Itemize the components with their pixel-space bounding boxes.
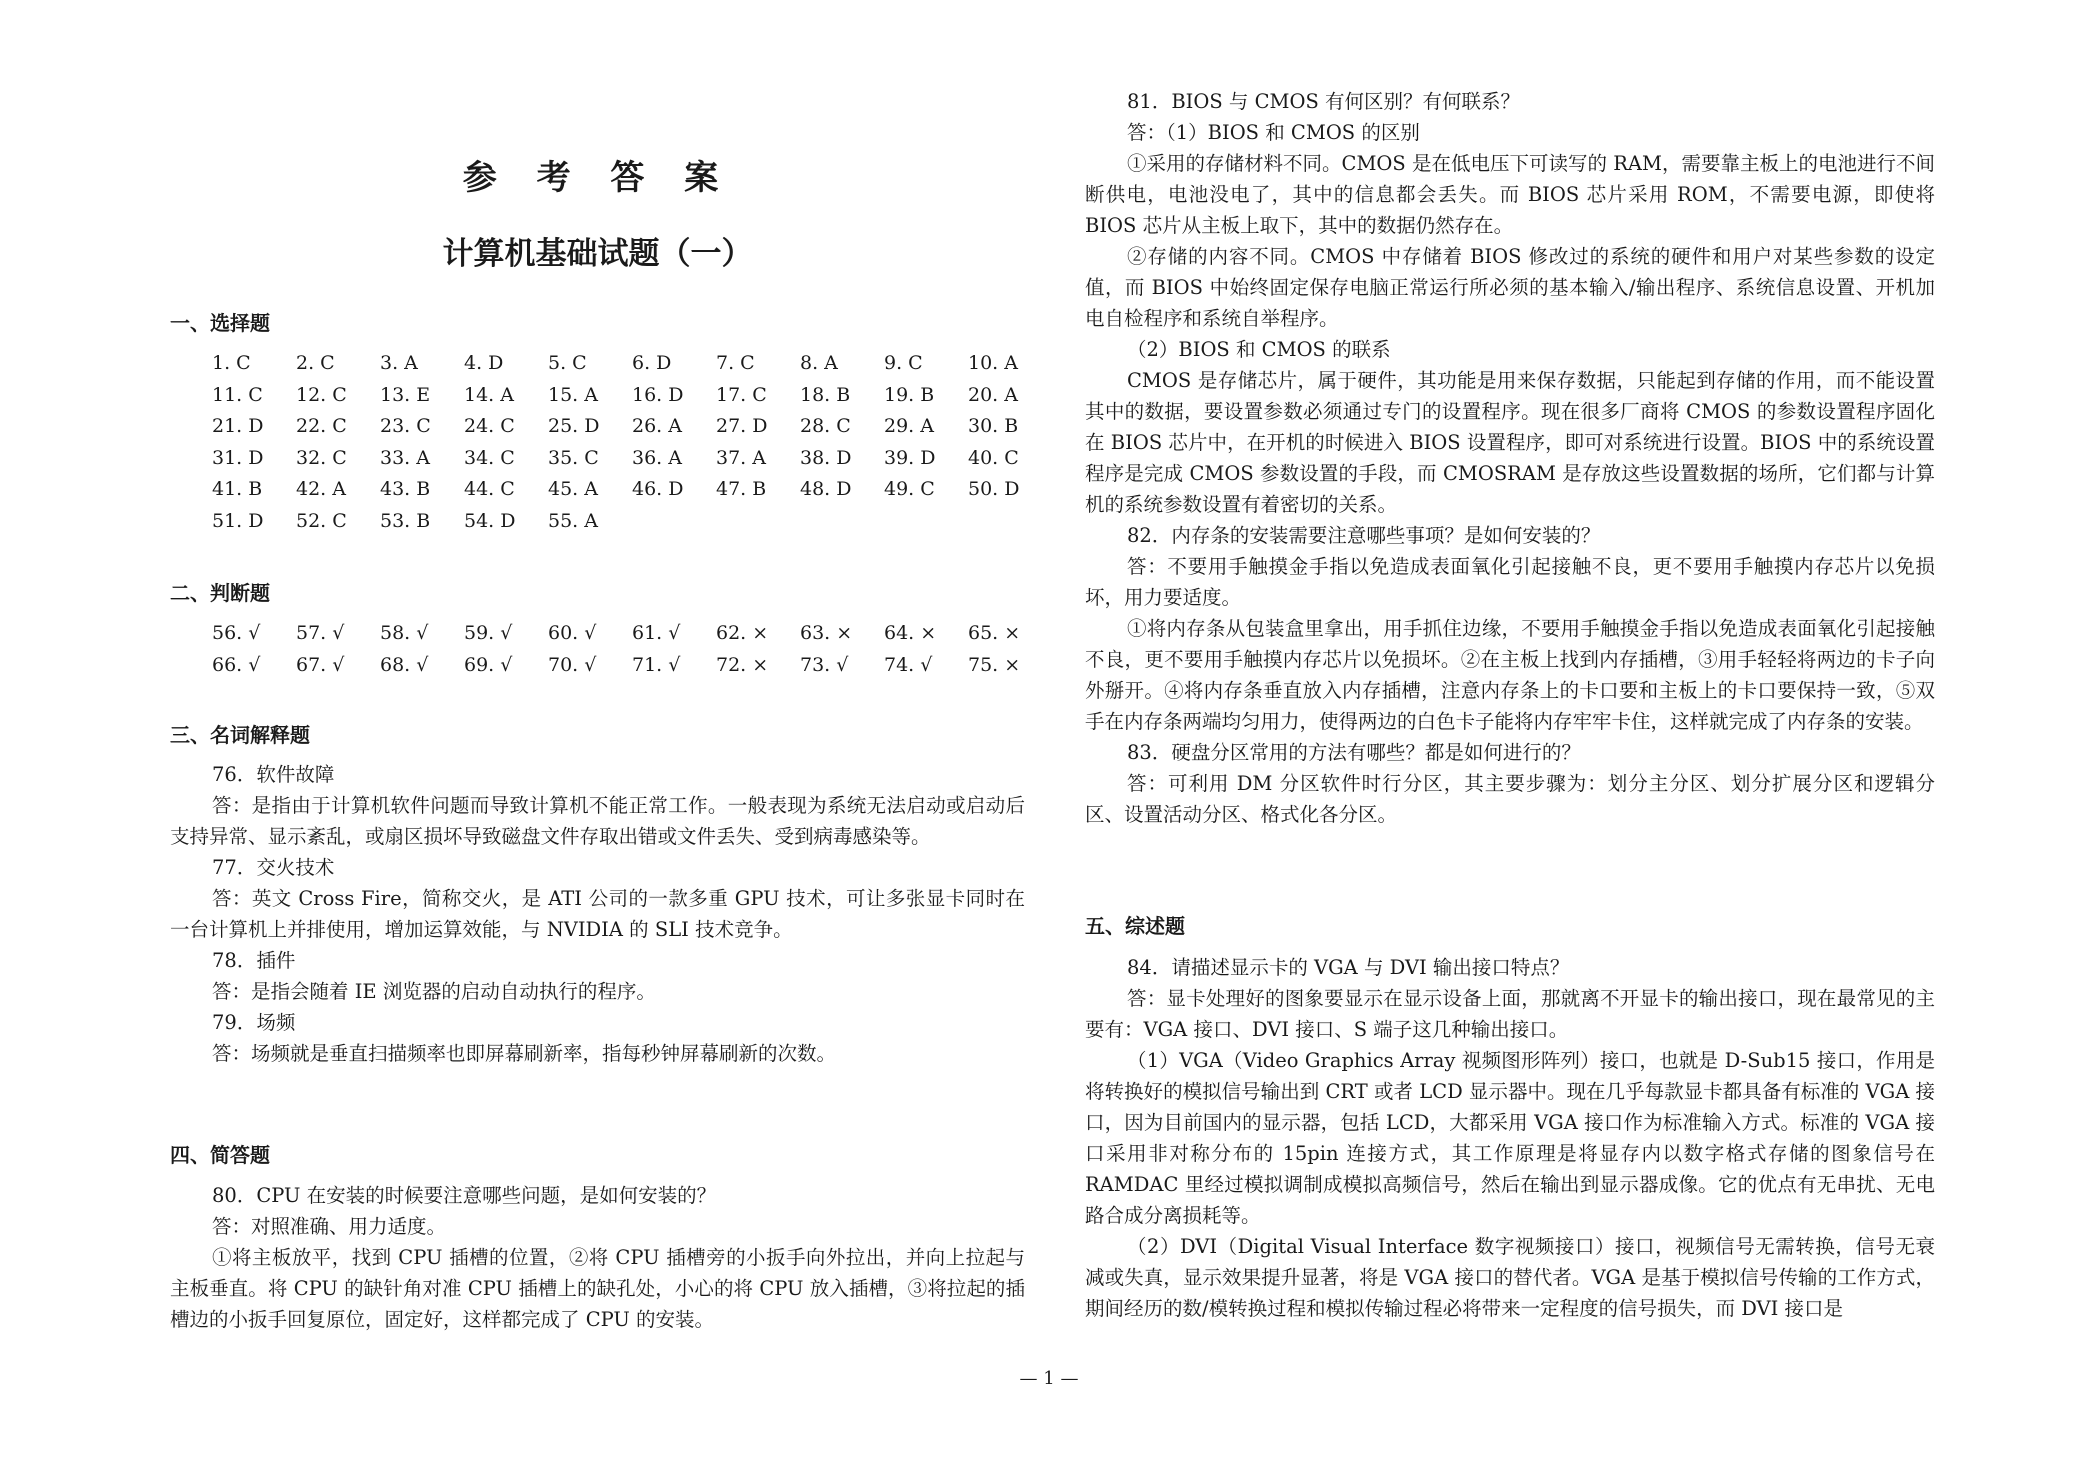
answer-cell: 57. √ (296, 622, 345, 644)
paragraph: 答：是指会随着 IE 浏览器的启动自动执行的程序。 (212, 980, 656, 1003)
answer-cell: 14. A (464, 383, 514, 406)
answer-cell: 5. C (548, 352, 587, 374)
answer-row (212, 384, 1052, 416)
paragraph: （2）BIOS 和 CMOS 的联系 (1127, 338, 1391, 361)
answer-cell: 61. √ (632, 622, 681, 644)
answer-cell: 18. B (800, 383, 851, 406)
answer-cell: 19. B (884, 383, 935, 406)
section-title-choice: 一、选择题 (170, 311, 270, 335)
answer-cell: 24. C (464, 415, 515, 437)
paragraph: 答：场频就是垂直扫描频率也即屏幕刷新率，指每秒钟屏幕刷新的次数。 (212, 1042, 837, 1065)
answer-row (212, 654, 1052, 686)
paragraph: ①采用的存储材料不同。CMOS 是在低电压下可读写的 RAM，需要靠主板上的电池进行不间断供电，电池没电了，其中的信息都会丢失。而 BIOS 芯片采用 ROM，不需要电源，即使将 BIOS 芯片从主板上取下，其中的数据仍然存在。 (1085, 152, 1935, 237)
answer-cell: 64. × (884, 622, 937, 644)
paragraph: 79．场频 (212, 1011, 296, 1034)
answer-cell: 60. √ (548, 622, 597, 644)
section-title-terms: 三、名词解释题 (170, 723, 310, 747)
section-title-essay: 五、综述题 (1085, 914, 1185, 938)
answer-cell: 39. D (884, 446, 936, 469)
paragraph: 78．插件 (212, 949, 296, 972)
terms-block (170, 759, 1025, 1069)
answer-cell: 48. D (800, 478, 852, 500)
short-answer-block (170, 1180, 1025, 1335)
paragraph: （1）VGA（Video Graphics Array 视频图形阵列）接口，也就是 D-Sub15 接口，作用是将转换好的模拟信号输出到 CRT 或者 LCD 显示器中。现在几乎每款显卡都具备有标准的 VGA 接口，因为目前国内的显示器，包括 LCD，大都采用 VGA 接口作为标准输入方式。标准的 VGA 接口采用非对称分布的 15pin 连接方式，其工作原理是将显存内以数字格式存储的图象信号在 RAMDAC 里经过模拟调制成模拟高频信号，然后在输出到显示器成像。它的优点有无串扰、无电路合成分离损耗等。 (1085, 1049, 1935, 1227)
answer-cell: 74. √ (884, 653, 933, 676)
answer-cell: 1. C (212, 352, 251, 374)
answer-cell: 38. D (800, 446, 852, 469)
answer-cell: 23. C (380, 415, 431, 437)
answer-cell: 66. √ (212, 653, 261, 676)
answer-cell: 47. B (716, 478, 767, 500)
answer-cell: 70. √ (548, 653, 597, 676)
paragraph: 80．CPU 在安装的时候要注意哪些问题，是如何安装的？ (212, 1184, 717, 1207)
answer-row (212, 622, 1052, 654)
paragraph: 84．请描述显示卡的 VGA 与 DVI 输出接口特点？ (1127, 956, 1570, 979)
answer-cell: 33. A (380, 446, 430, 469)
answer-cell: 43. B (380, 478, 431, 500)
answer-row (212, 510, 1052, 542)
answer-cell: 32. C (296, 446, 347, 469)
sub-title: 计算机基础试题（一） (442, 236, 753, 272)
answer-cell: 67. √ (296, 653, 345, 676)
answer-cell: 8. A (800, 352, 838, 374)
paragraph: 答：可利用 DM 分区软件时行分区，其主要步骤为：划分主分区、划分扩展分区和逻辑分区、设置活动分区、格式化各分区。 (1085, 772, 1935, 826)
section-title-judge: 二、判断题 (170, 581, 270, 605)
paragraph: 76．软件故障 (212, 763, 335, 786)
answer-cell: 12. C (296, 383, 347, 406)
paragraph: 82．内存条的安装需要注意哪些事项？是如何安装的？ (1127, 524, 1601, 547)
answer-cell: 4. D (464, 352, 504, 374)
answer-cell: 44. C (464, 478, 515, 500)
paragraph: 答：英文 Cross Fire，简称交火，是 ATI 公司的一款多重 GPU 技术，可让多张显卡同时在一台计算机上并排使用，增加运算效能，与 NVIDIA 的 SLI 技术竞争。 (170, 887, 1025, 941)
answer-cell: 41. B (212, 478, 263, 500)
answer-cell: 45. A (548, 478, 598, 500)
answer-cell: 69. √ (464, 653, 513, 676)
judge-answer-grid (212, 622, 1052, 685)
paragraph: 答：不要用手触摸金手指以免造成表面氧化引起接触不良，更不要用手触摸内存芯片以免损坏，用力要适度。 (1085, 555, 1935, 609)
paragraph: 答：（1）BIOS 和 CMOS 的区别 (1127, 121, 1420, 144)
answer-row (212, 352, 1052, 384)
answer-cell: 37. A (716, 446, 766, 469)
answer-cell: 53. B (380, 509, 431, 532)
answer-cell: 13. E (380, 383, 431, 406)
answer-cell: 50. D (968, 478, 1020, 500)
paragraph: 81．BIOS 与 CMOS 有何区别？有何联系？ (1127, 90, 1521, 113)
paragraph: 83．硬盘分区常用的方法有哪些？都是如何进行的？ (1127, 741, 1581, 764)
essay-block (1085, 952, 1935, 1324)
paragraph: CMOS 是存储芯片，属于硬件，其功能是用来保存数据，只能起到存储的作用，而不能设置其中的数据，要设置参数必须通过专门的设置程序。现在很多厂商将 CMOS 的参数设置程序固化在 BIOS 芯片中，在开机的时候进入 BIOS 设置程序，即可对系统进行设置。BIOS 中的系统设置程序是完成 CMOS 参数设置的手段，而 CMOSRAM 是存放这些设置数据的场所，它们都与计算机的系统参数设置有着密切的关系。 (1085, 369, 1935, 516)
answer-cell: 63. × (800, 622, 853, 644)
answer-cell: 58. √ (380, 622, 429, 644)
answer-cell: 6. D (632, 352, 672, 374)
answer-cell: 55. A (548, 509, 598, 532)
answer-cell: 20. A (968, 383, 1018, 406)
answer-row (212, 415, 1052, 447)
page-number: — 1 — (1019, 1368, 1079, 1389)
answer-cell: 73. √ (800, 653, 849, 676)
answer-cell: 71. √ (632, 653, 681, 676)
paragraph: 答：显卡处理好的图象要显示在显示设备上面，那就离不开显卡的输出接口，现在最常见的主要有：VGA 接口、DVI 接口、S 端子这几种输出接口。 (1085, 987, 1935, 1041)
answer-cell: 51. D (212, 509, 264, 532)
answer-cell: 54. D (464, 509, 516, 532)
paragraph: 77．交火技术 (212, 856, 335, 879)
answer-cell: 3. A (380, 352, 418, 374)
answer-cell: 62. × (716, 622, 769, 644)
answer-cell: 72. × (716, 653, 769, 676)
answer-cell: 40. C (968, 446, 1019, 469)
answer-cell: 75. × (968, 653, 1021, 676)
answer-cell: 11. C (212, 383, 263, 406)
choice-answer-grid (212, 352, 1052, 541)
answer-cell: 26. A (632, 415, 682, 437)
answer-cell: 17. C (716, 383, 767, 406)
answer-cell: 28. C (800, 415, 851, 437)
answer-cell: 30. B (968, 415, 1019, 437)
answer-cell: 15. A (548, 383, 598, 406)
paragraph: （2）DVI（Digital Visual Interface 数字视频接口）接口，视频信号无需转换，信号无衰减或失真，显示效果提升显著，将是 VGA 接口的替代者。VGA 是基于模拟信号传输的工作方式，期间经历的数/模转换过程和模拟传输过程必将带来一定程度的信号损失，而 DVI 接口是 (1085, 1235, 1935, 1320)
answer-cell: 36. A (632, 446, 682, 469)
answer-cell: 35. C (548, 446, 599, 469)
answer-row (212, 447, 1052, 479)
answer-cell: 46. D (632, 478, 684, 500)
answer-cell: 2. C (296, 352, 335, 374)
paragraph: ①将内存条从包装盒里拿出，用手抓住边缘，不要用手触摸金手指以免造成表面氧化引起接触不良，更不要用手触摸内存芯片以免损坏。②在主板上找到内存插槽，③用手轻轻将两边的卡子向外掰开。④将内存条垂直放入内存插槽，注意内存条上的卡口要和主板上的卡口要保持一致，⑤双手在内存条两端均匀用力，使得两边的白色卡子能将内存牢牢卡住，这样就完成了内存条的安装。 (1085, 617, 1935, 733)
paragraph: ②存储的内容不同。CMOS 中存储着 BIOS 修改过的系统的硬件和用户对某些参数的设定值，而 BIOS 中始终固定保存电脑正常运行所必须的基本输入/输出程序、系统信息设置、开机加电自检程序和系统自举程序。 (1085, 245, 1935, 330)
answer-cell: 16. D (632, 383, 684, 406)
section-title-short-answer: 四、简答题 (170, 1143, 270, 1167)
answer-cell: 22. C (296, 415, 347, 437)
answer-cell: 49. C (884, 478, 935, 500)
answer-cell: 59. √ (464, 622, 513, 644)
answer-cell: 65. × (968, 622, 1021, 644)
answer-cell: 34. C (464, 446, 515, 469)
paragraph: ①将主板放平，找到 CPU 插槽的位置，②将 CPU 插槽旁的小扳手向外拉出，并向上拉起与主板垂直。将 CPU 的缺针角对准 CPU 插槽上的缺孔处，小心的将 CPU 放入插槽，③将拉起的插槽边的小扳手回复原位，固定好，这样都完成了 CPU 的安装。 (170, 1246, 1025, 1331)
paragraph: 答：对照准确、用力适度。 (212, 1215, 447, 1238)
answer-cell: 27. D (716, 415, 768, 437)
answer-cell: 56. √ (212, 622, 261, 644)
answer-cell: 21. D (212, 415, 264, 437)
paragraph: 答：是指由于计算机软件问题而导致计算机不能正常工作。一般表现为系统无法启动或启动后支持异常、显示紊乱，或扇区损坏导致磁盘文件存取出错或文件丢失、受到病毒感染等。 (170, 794, 1025, 848)
answer-cell: 42. A (296, 478, 346, 500)
answer-cell: 29. A (884, 415, 934, 437)
answer-cell: 10. A (968, 352, 1018, 374)
main-title: 参 考 答 案 (462, 158, 733, 198)
answer-cell: 25. D (548, 415, 600, 437)
answer-cell: 52. C (296, 509, 347, 532)
answer-cell: 9. C (884, 352, 923, 374)
answer-row (212, 478, 1052, 510)
answer-cell: 68. √ (380, 653, 429, 676)
answer-cell: 31. D (212, 446, 264, 469)
answer-cell: 7. C (716, 352, 755, 374)
short-answer-continued-block (1085, 86, 1935, 830)
